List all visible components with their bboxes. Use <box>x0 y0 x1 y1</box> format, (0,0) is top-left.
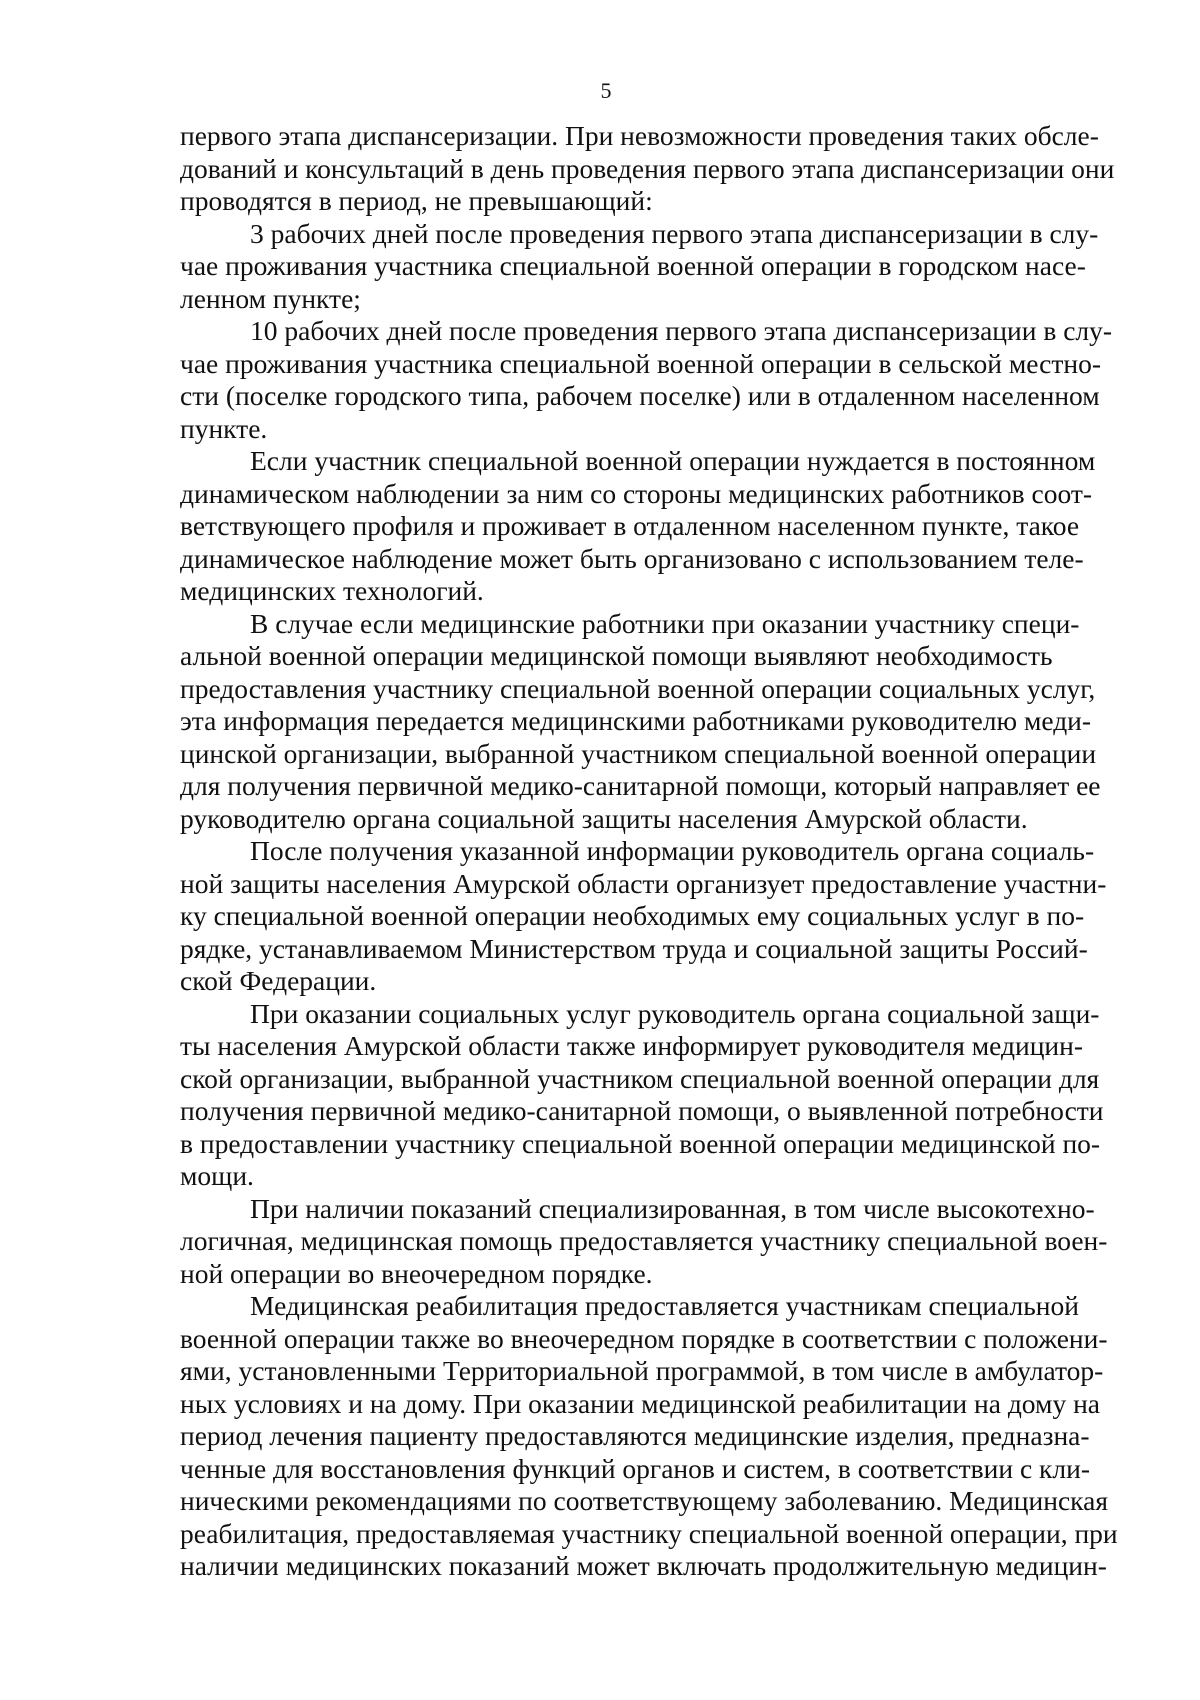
page-number: 5 <box>600 78 612 103</box>
paragraph-telemedicine: Если участник специальной военной операции нуждается в постоянном динамическом наблюдении за ним со стороны медицинских работников соот- ветствующего профиля и проживает в отдаленном населенном пункте, такое динамическое наблюдение может быть организовано с использованием теле- медицинских технологий. <box>180 445 1096 606</box>
paragraph-specialized-care: При наличии показаний специализированная, в том числе высокотехно- логичная, медицинская помощь предоставляется участнику специальной воен- ной операции во внеочередном порядке. <box>180 1192 1108 1289</box>
paragraph-rural-period: 10 рабочих дней после проведения первого этапа диспансеризации в слу- чае проживания участника специальной военной операции в сельской местно- сти (поселке городского типа, рабочем поселке) или в отдаленном населенном пункте. <box>180 315 1113 444</box>
document-body <box>180 120 1146 1583</box>
paragraph-continuation: первого этапа диспансеризации. При невозможности проведения таких обсле- дований и консультаций в день проведения первого этапа диспансеризации они проводятся в период, не превышающий: <box>180 120 1115 216</box>
paragraph-social-services-provision: После получения указанной информации руководитель органа социаль- ной защиты населения Амурской области организует предоставление участни- ку специальной военной операции необходимых ему социальных услуг в по- рядке, устанавливаемом Министерством труда и социальной защиты Россий- ской Федерации. <box>180 835 1107 996</box>
paragraph-urban-period: 3 рабочих дней после проведения первого этапа диспансеризации в слу- чае проживания участника специальной военной операции в городском насе- ленном пункте; <box>180 217 1099 314</box>
paragraph-rehabilitation: Медицинская реабилитация предоставляется участникам специальной военной операции также во внеочередном порядке в соответствии с положени- ями, установленными Территориальной программой, в том числе в амбулатор- ных условиях и на дому. При оказании медицинской реабилитации на дому на период лечения пациенту предоставляются медицинские изделия, предназна- ченные для восстановления функций органов и систем, в соответствии с кли- ническими рекомендациями по соответствующему заболеванию. Медицинская реабилитация, предоставляемая участнику специальной военной операции, при наличии медицинских показаний может включать продолжительную медицин- <box>180 1290 1118 1581</box>
paragraph-informing-medical-org: При оказании социальных услуг руководитель органа социальной защи- ты населения Амурской области также информирует руководителя медицин- ской организации, выбранной участником специальной военной операции для получения первичной медико-санитарной помощи, о выявленной потребности в предоставлении участнику специальной военной операции медицинской по- мощи. <box>180 997 1104 1191</box>
paragraph-social-services-need: В случае если медицинские работники при оказании участнику специ- альной военной операции медицинской помощи выявляют необходимость предоставления участнику специальной военной операции социальных услуг, эта информация передается медицинскими работниками руководителю меди- цинской организации, выбранной участником специальной военной операции для получения первичной медико-санитарной помощи, который направляет ее руководителю органа социальной защиты населения Амурской области. <box>180 607 1101 834</box>
